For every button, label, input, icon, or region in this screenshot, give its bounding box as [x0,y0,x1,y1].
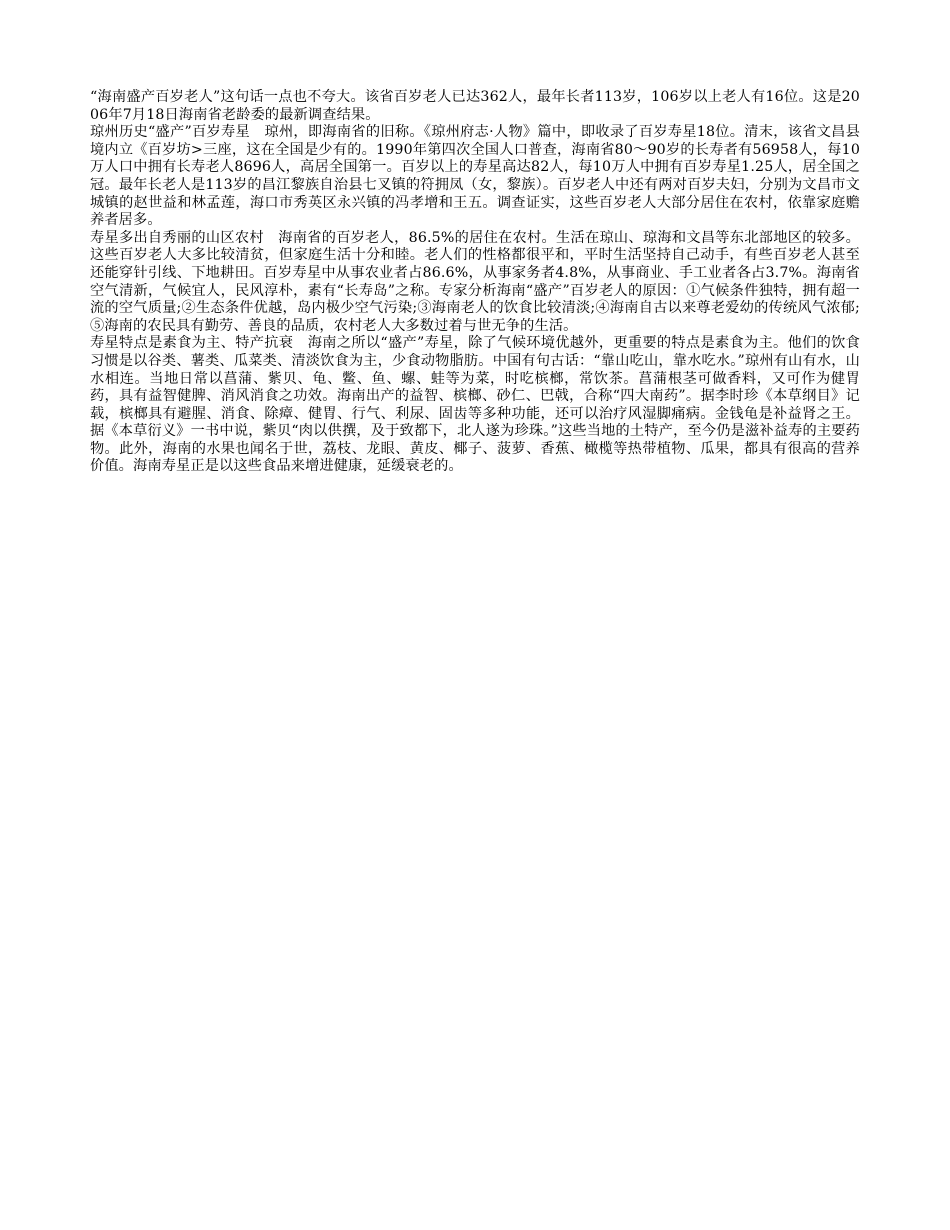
paragraph-history: 琼州历史“盛产”百岁寿星 琼州，即海南省的旧称。《琼州府志·人物》篇中，即收录了百岁寿星18位。清末，该省文昌县境内立《百岁坊>三座，这在全国是少有的。1990年第四次全国人口普查，海南省80～90岁的长寿者有56958人，每10万人口中拥有长寿老人8696人，高居全国第一。百岁以上的寿星高达82人，每10万人中拥有百岁寿星1.25人，居全国之冠。最年长老人是113岁的昌江黎族自治县七叉镇的符拥凤（女，黎族）。百岁老人中还有两对百岁夫妇，分别为文昌市文城镇的赵世益和林孟莲，海口市秀英区永兴镇的冯孝增和王五。调查证实，这些百岁老人大部分居住在农村，依靠家庭赡养者居多。 [90,124,860,229]
document-body [90,89,860,476]
paragraph-diet: 寿星特点是素食为主、特产抗衰 海南之所以“盛产”寿星，除了气候环境优越外，更重要的特点是素食为主。他们的饮食习惯是以谷类、薯类、瓜菜类、清淡饮食为主，少食动物脂肪。中国有句古话：“靠山吃山，靠水吃水。”琼州有山有水，山水相连。当地日常以菖蒲、紫贝、龟、鳖、鱼、螺、蛙等为菜，时吃槟榔，常饮茶。菖蒲根茎可做香料，又可作为健胃药，具有益智健脾、消风消食之功效。海南出产的益智、槟榔、砂仁、巴戟，合称“四大南药”。据李时珍《本草纲目》记载，槟榔具有避腥、消食、除瘴、健胃、行气、利尿、固齿等多种功能，还可以治疗风湿脚痛病。金钱龟是补益肾之王。据《本草衍义》一书中说，紫贝“肉以供撰，及于致都下，北人遂为珍珠。”这些当地的土特产，至今仍是滋补益寿的主要药物。此外，海南的水果也闻名于世，荔枝、龙眼、黄皮、椰子、菠萝、香蕉、橄榄等热带植物、瓜果，都具有很高的营养价值。海南寿星正是以这些食品来增进健康，延缓衰老的。 [90,335,860,475]
paragraph-intro: “海南盛产百岁老人”这句话一点也不夸大。该省百岁老人已达362人，最年长者113岁，106岁以上老人有16位。这是2006年7月18日海南省老龄委的最新调查结果。 [90,89,860,123]
paragraph-rural: 寿星多出自秀丽的山区农村 海南省的百岁老人，86.5%的居住在农村。生活在琼山、琼海和文昌等东北部地区的较多。这些百岁老人大多比较清贫，但家庭生活十分和睦。老人们的性格都很平和，平时生活坚持自己动手，有些百岁老人甚至还能穿针引线、下地耕田。百岁寿星中从事农业者占86.6%，从事家务者4.8%，从事商业、手工业者各占3.7%。海南省空气清新，气候宜人，民风淳朴，素有“长寿岛”之称。专家分析海南“盛产”百岁老人的原因：①气候条件独特，拥有超一流的空气质量;②生态条件优越，岛内极少空气污染;③海南老人的饮食比较清淡;④海南自古以来尊老爱幼的传统风气浓郁;⑤海南的农民具有勤劳、善良的品质，农村老人大多数过着与世无争的生活。 [90,229,860,334]
